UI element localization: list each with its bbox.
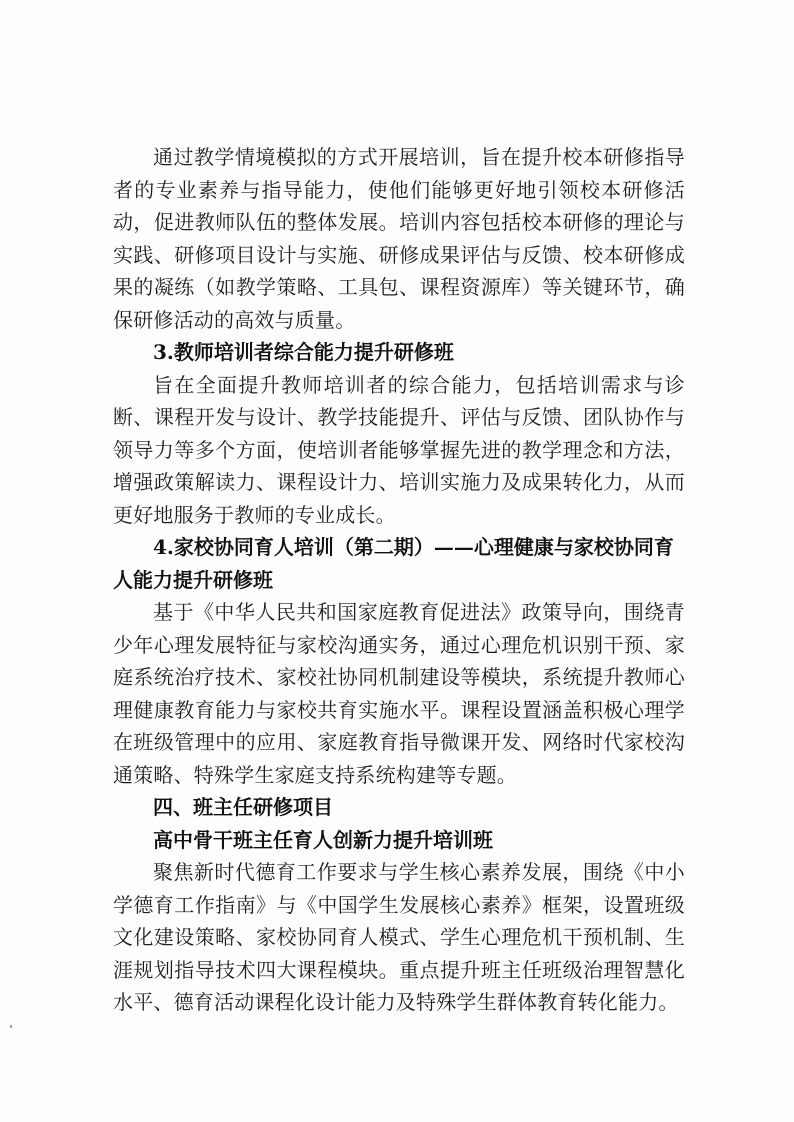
paragraph-home-school-collaboration: 基于《中华人民共和国家庭教育促进法》政策导向，围绕青少年心理发展特征与家校沟通实务，通过心理危机识别干预、家庭系统治疗技术、家校社协同机制建设等模块，系统提升教师心理健康教育能力与家校共育实施水平。课程设置涵盖积极心理学在班级管理中的应用、家庭教育指导微课开发、网络时代家校沟通策略、特殊学生家庭支持系统构建等专题。 xyxy=(113,600,685,787)
document-body xyxy=(113,141,685,1019)
paragraph-school-based-training: 通过教学情境模拟的方式开展培训，旨在提升校本研修指导者的专业素养与指导能力，使他们能够更好地引领校本研修活动，促进教师队伍的整体发展。培训内容包括校本研修的理论与实践、研修项目设计与实施、研修成果评估与反馈、校本研修成果的凝练（如教学策略、工具包、课程资源库）等关键环节，确保研修活动的高效与质量。 xyxy=(113,145,685,332)
scan-speck xyxy=(10,1025,12,1028)
heading-home-school-collaboration-class: 4.家校协同育人培训（第二期）——心理健康与家校协同育人能力提升研修班 xyxy=(113,535,674,592)
paragraph-trainer-capability: 旨在全面提升教师培训者的综合能力，包括培训需求与诊断、课程开发与设计、教学技能提升、评估与反馈、团队协作与领导力等多个方面，使培训者能够掌握先进的教学理念和方法，增强政策解读力、课程设计力、培训实施力及成果转化力，从而更好地服务于教师的专业成长。 xyxy=(113,372,685,527)
heading-senior-head-teacher-class: 高中骨干班主任育人创新力提升培训班 xyxy=(153,827,493,852)
section-heading-head-teacher-projects: 四、班主任研修项目 xyxy=(153,795,333,819)
heading-trainer-capability-class: 3.教师培训者综合能力提升研修班 xyxy=(153,340,454,364)
paragraph-senior-head-teacher: 聚焦新时代德育工作要求与学生核心素养发展，围绕《中小学德育工作指南》与《中国学生发展核心素养》框架，设置班级文化建设策略、家校协同育人模式、学生心理危机干预机制、生涯规划指导技术四大课程模块。重点提升班主任班级治理智慧化水平、德育活动课程化设计能力及特殊学生群体教育转化能力。 xyxy=(113,860,685,1014)
